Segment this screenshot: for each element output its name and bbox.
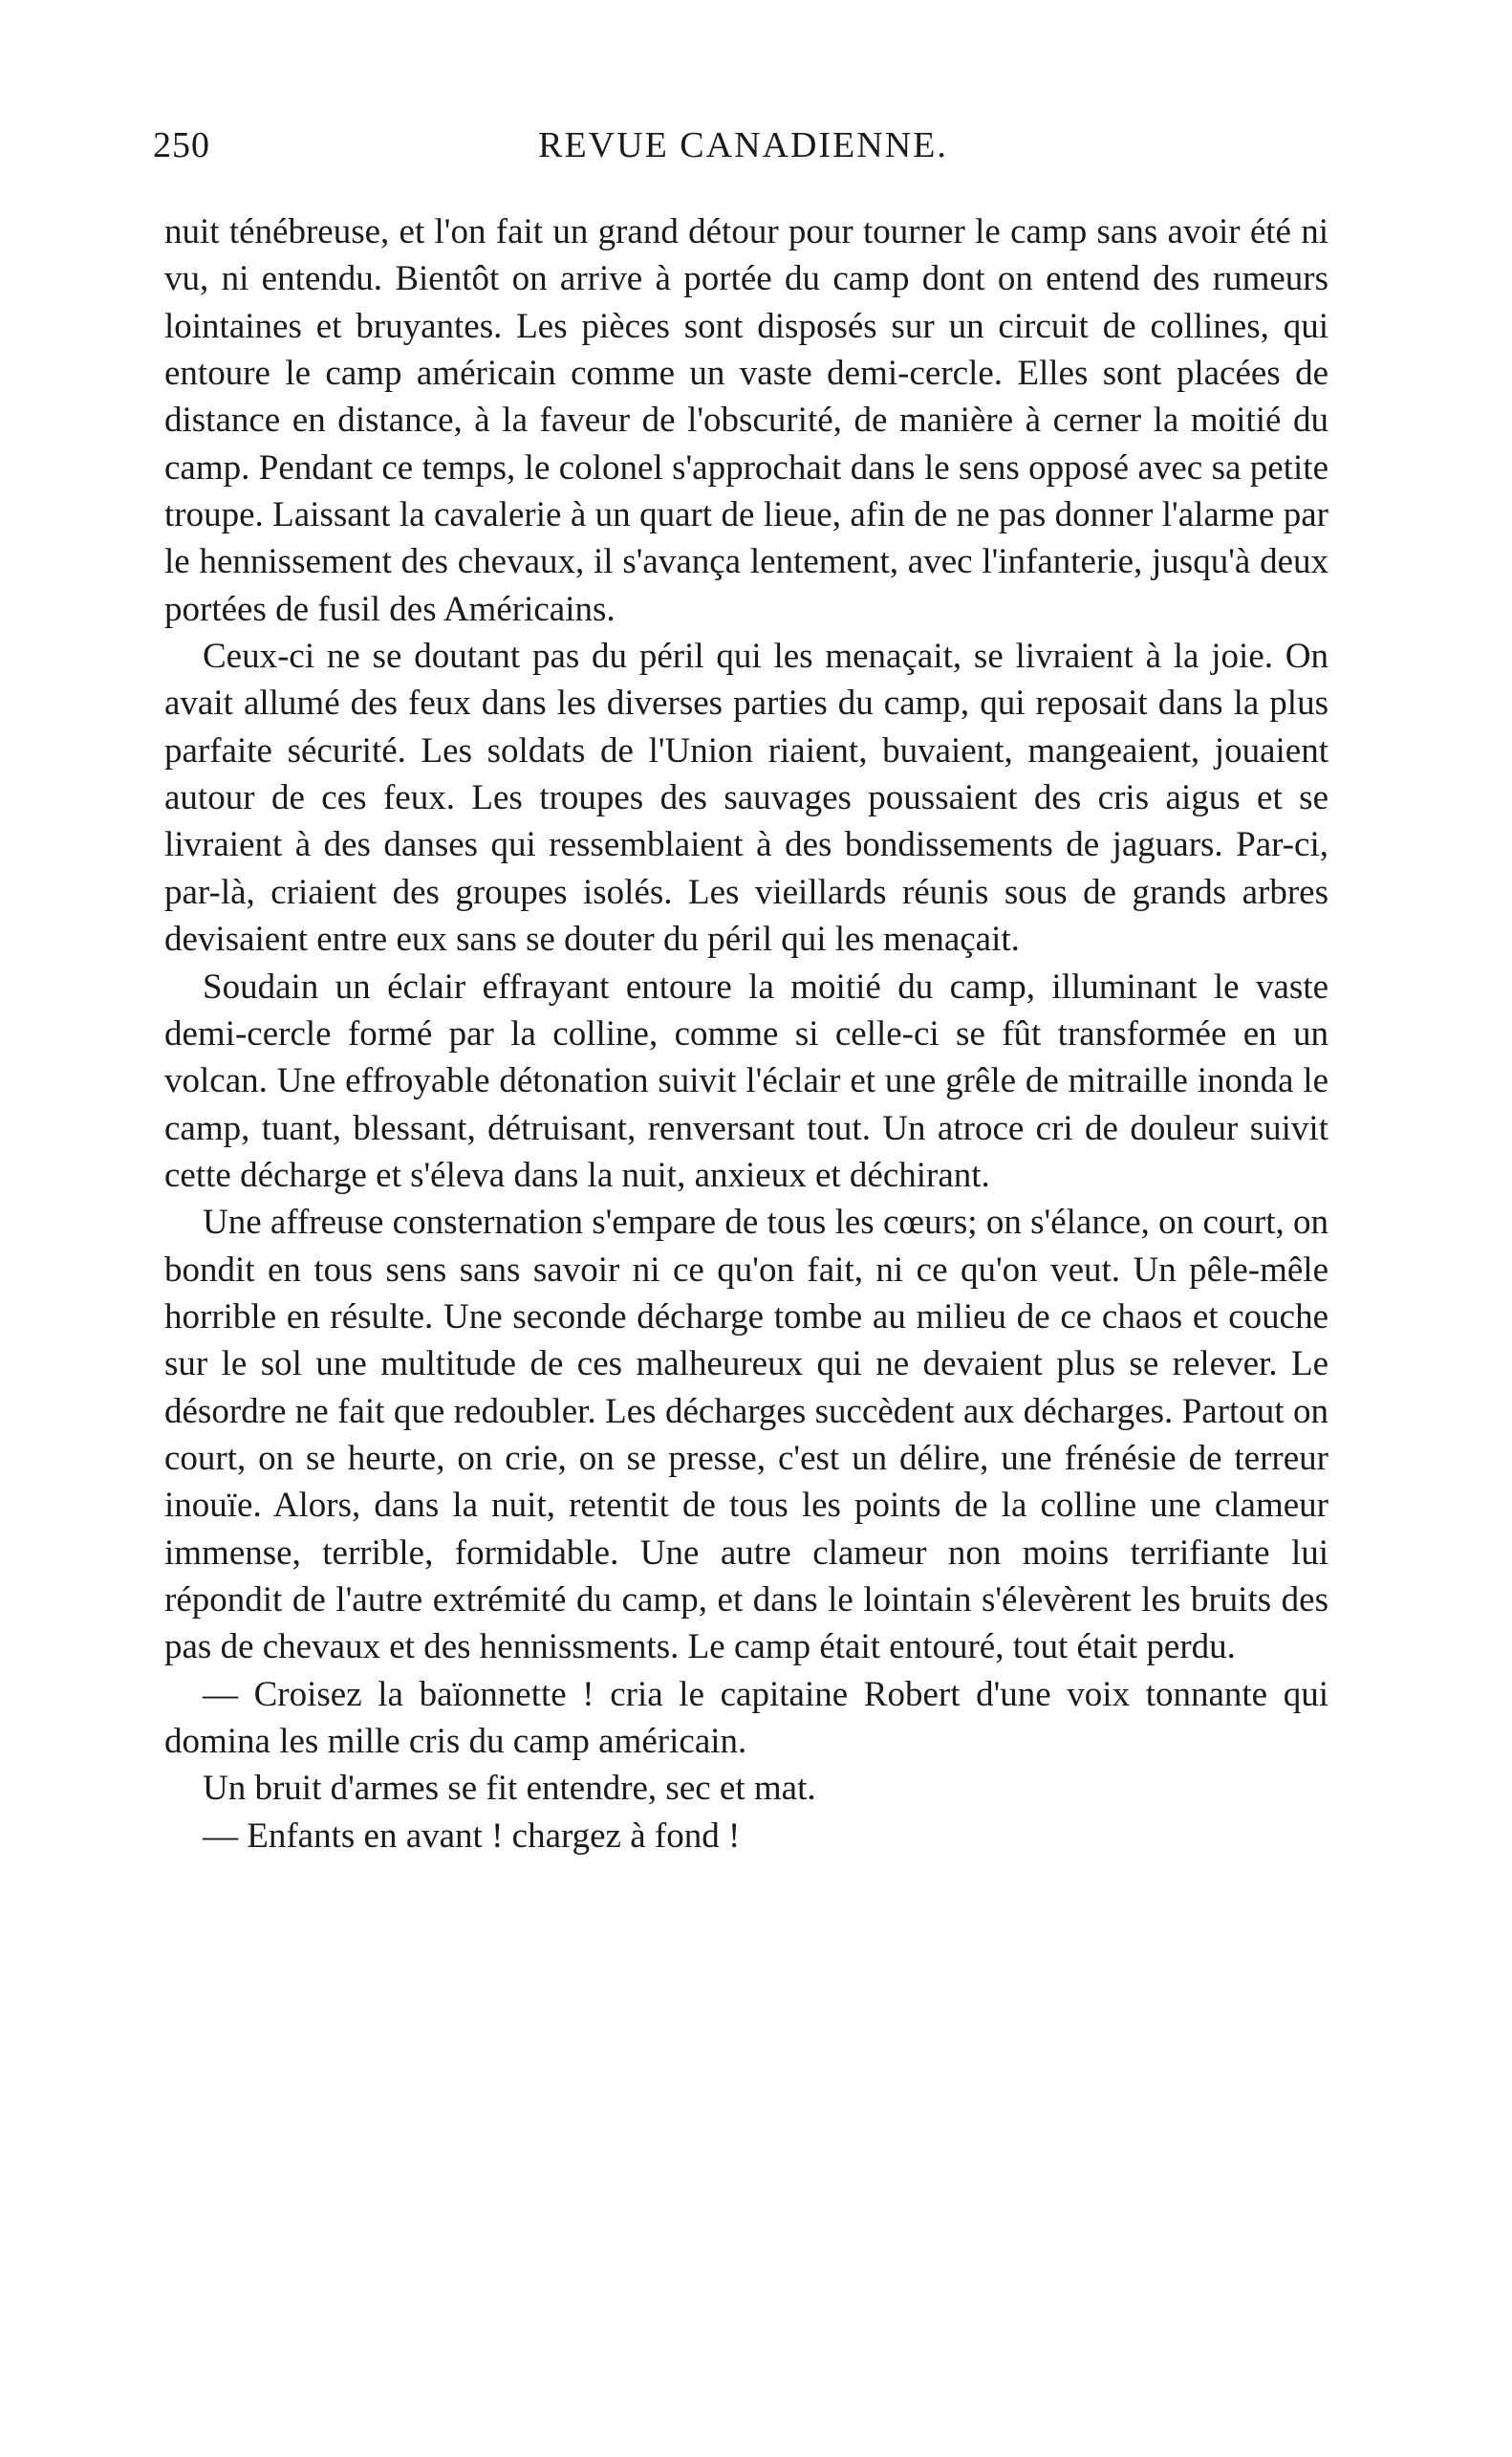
paragraph-2: Ceux-ci ne se doutant pas du péril qui les menaçait, se livraient à la joie. On avait allumé des feux dans les diverses parties du camp, qui reposait dans la plus parfaite sécurité. Les soldats de l'Union riaient, buvaient, mangeaient, jouaient autour de ces feux. Les troupes des sauvages poussaient des cris aigus et se livraient à des danses qui ressemblaient à des bondissements de jaguars. Par-ci, par-là, criaient des groupes isolés. Les vieillards réunis sous de grands arbres devisaient entre eux sans se douter du péril qui les menaçait. xyxy=(164,637,1328,960)
paragraph-3: Soudain un éclair effrayant entoure la moitié du camp, illuminant le vaste demi-cercle formé par la colline, comme si celle-ci se fût transformée en un volcan. Une effroyable détonation suivit l'éclair et une grêle de mitraille inonda le camp, tuant, blessant, détruisant, renversant tout. Un atroce cri de douleur suivit cette décharge et s'éleva dans la nuit, anxieux et déchirant. xyxy=(164,967,1328,1195)
paragraph-1: nuit ténébreuse, et l'on fait un grand détour pour tourner le camp sans avoir été ni vu, ni entendu. Bientôt on arrive à portée du camp dont on entend des rumeurs lointaines et bruyantes. Les pièces sont disposés sur un circuit de collines, qui entoure le camp américain comme un vaste demi-cercle. Elles sont placées de distance en distance, à la faveur de l'obscurité, de manière à cerner la moitié du camp. Pendant ce temps, le colonel s'approchait dans le sens opposé avec sa petite troupe. Laissant la cavalerie à un quart de lieue, afin de ne pas donner l'alarme par le hennissement des chevaux, il s'avança lentement, avec l'infanterie, jusqu'à deux portées de fusil des Américains. xyxy=(164,212,1328,629)
paragraph-4: Une affreuse consternation s'empare de tous les cœurs; on s'élance, on court, on bondit en tous sens sans savoir ni ce qu'on fait, ni ce qu'on veut. Un pêle-mêle horrible en résulte. Une seconde décharge tombe au milieu de ce chaos et couche sur le sol une multitude de ces malheureux qui ne devaient plus se relever. Le désordre ne fait que redoubler. Les décharges succèdent aux décharges. Partout on court, on se heurte, on crie, on se presse, c'est un délire, une frénésie de terreur inouïe. Alors, dans la nuit, retentit de tous les points de la colline une clameur immense, terrible, formidable. Une autre clameur non moins terrifiante lui répondit de l'autre extrémité du camp, et dans le lointain s'élevèrent les bruits des pas de chevaux et des hennissments. Le camp était entouré, tout était perdu. xyxy=(164,1203,1328,1667)
paragraph-6: Un bruit d'armes se fit entendre, sec et mat. xyxy=(203,1769,816,1809)
page-number: 250 xyxy=(153,125,210,165)
body-text xyxy=(164,208,1328,1859)
paragraph-5: — Croisez la baïonnette ! cria le capitaine Robert d'une voix tonnante qui domina les mille cris du camp américain. xyxy=(164,1674,1328,1761)
journal-title: REVUE CANADIENNE. xyxy=(538,125,948,165)
running-head xyxy=(153,124,1333,182)
paragraph-7: — Enfants en avant ! chargez à fond ! xyxy=(203,1816,741,1856)
